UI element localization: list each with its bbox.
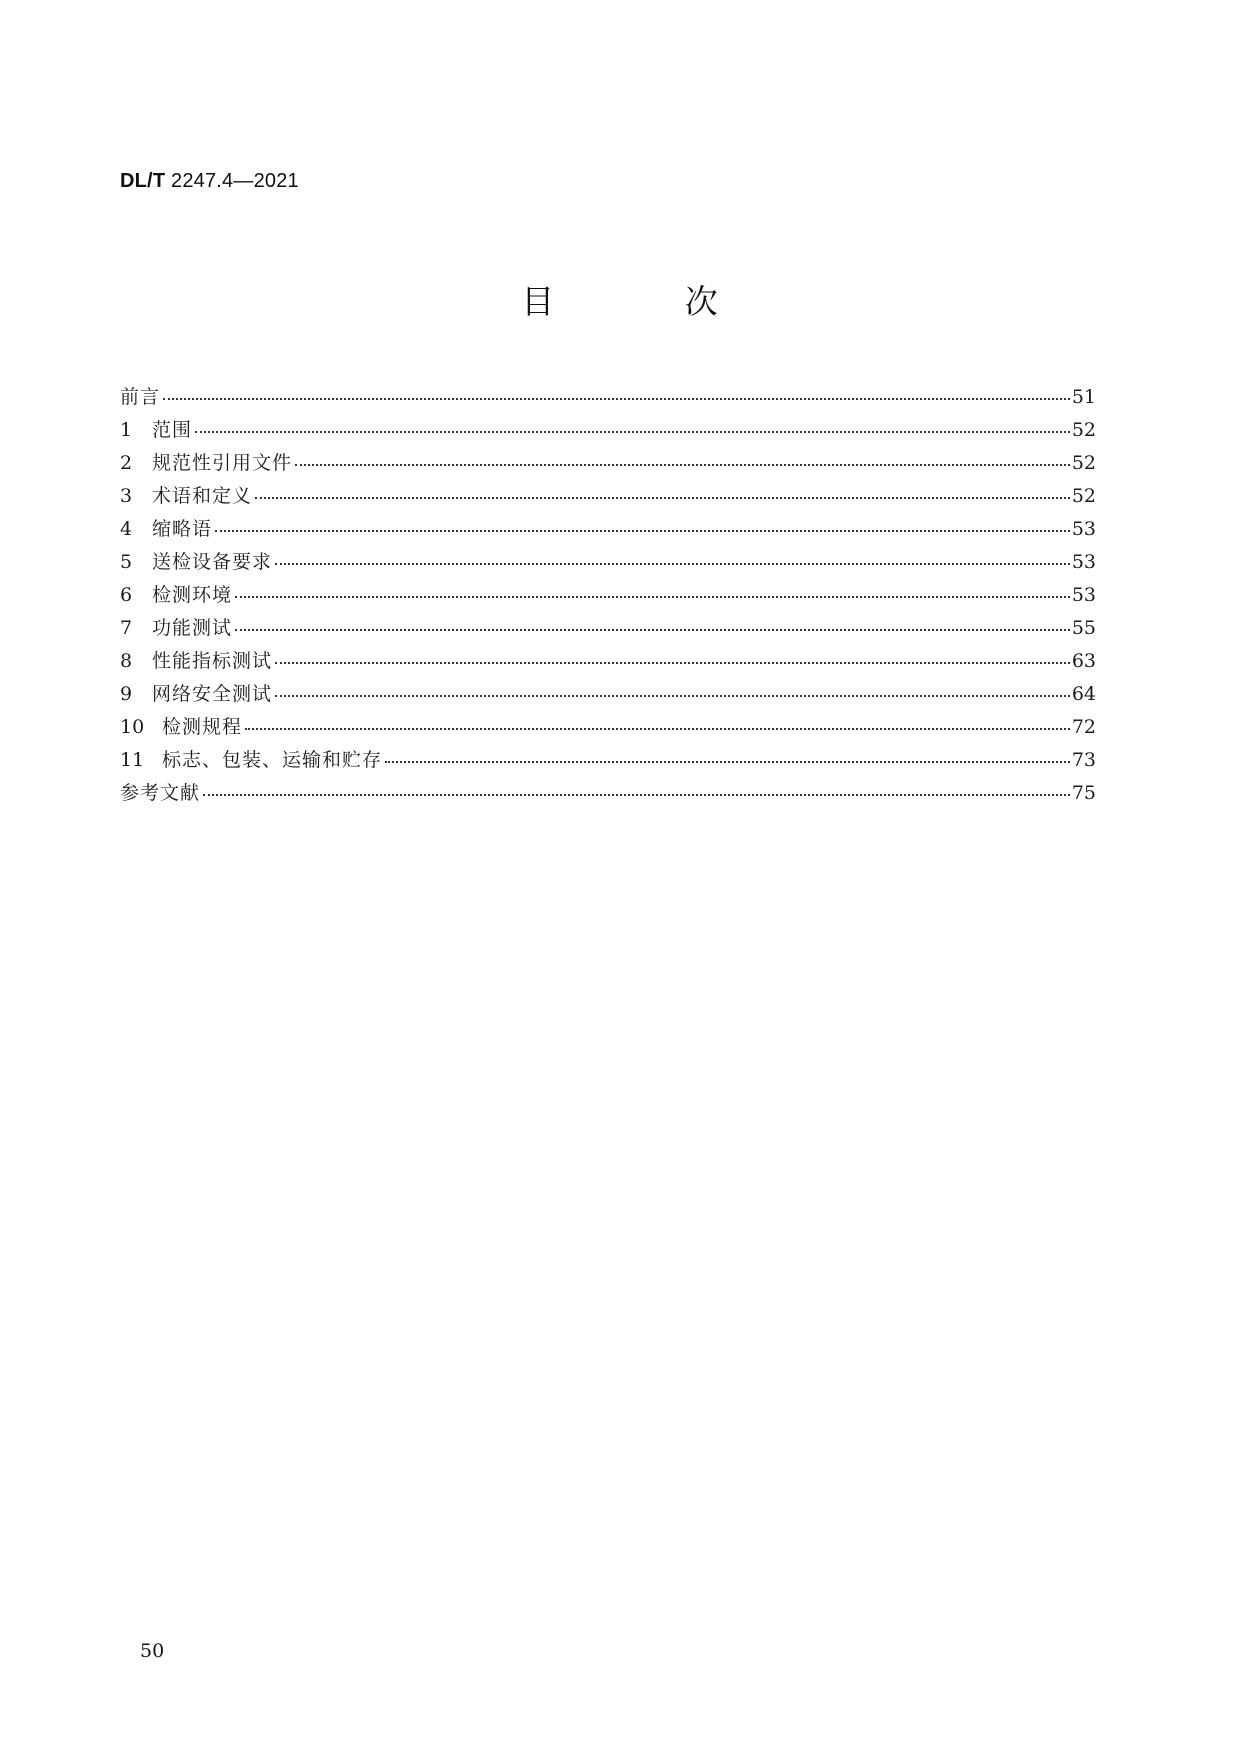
standard-code [120,170,299,193]
standard-prefix: DL/T [120,170,166,192]
toc-leader-dots [245,728,1070,730]
toc-entry-page: 53 [1071,518,1096,540]
toc-entry-number: 1 [120,419,133,441]
toc-entry-number: 2 [120,452,133,474]
toc-entry[interactable] [120,480,1096,513]
toc-entry[interactable] [120,645,1096,678]
toc-title-text: 目 次 [521,282,778,321]
toc-entry-page: 53 [1071,584,1096,606]
toc-entry-label: 检测规程 [162,716,243,738]
toc-leader-dots [203,794,1070,796]
toc-entry-label: 标志、包装、运输和贮存 [162,749,383,771]
toc-entry-page: 64 [1071,683,1096,705]
toc-entry[interactable] [120,678,1096,711]
toc-entry-number: 9 [120,683,133,705]
toc-entry[interactable] [120,513,1096,546]
toc-entry-page: 52 [1071,485,1096,507]
toc-entry[interactable] [120,381,1096,414]
toc-entry-number: 11 [120,749,145,771]
toc-leader-dots [295,464,1070,466]
toc-entry-label: 范围 [152,419,193,441]
toc-leader-dots [235,629,1070,631]
toc-entry[interactable] [120,546,1096,579]
toc-entry-page: 52 [1071,452,1096,474]
toc-entry-label: 送检设备要求 [152,551,273,573]
table-of-contents [120,381,1096,810]
toc-entry-page: 55 [1071,617,1096,639]
toc-entry-label: 参考文献 [120,782,201,804]
toc-entry[interactable] [120,579,1096,612]
toc-entry[interactable] [120,777,1096,810]
toc-entry[interactable] [120,447,1096,480]
toc-entry-label: 前言 [120,386,161,408]
toc-leader-dots [195,431,1070,433]
standard-number: 2247.4—2021 [171,170,299,192]
toc-leader-dots [275,662,1070,664]
page-number: 50 [140,1640,165,1662]
toc-entry-number: 3 [120,485,133,507]
toc-leader-dots [163,398,1070,400]
toc-leader-dots [275,563,1070,565]
toc-entry-page: 51 [1071,386,1096,408]
toc-entry-page: 73 [1071,749,1096,771]
toc-entry[interactable] [120,414,1096,447]
toc-entry[interactable] [120,612,1096,645]
toc-entry-number: 5 [120,551,133,573]
toc-leader-dots [215,530,1070,532]
toc-entry-number: 8 [120,650,133,672]
toc-entry-page: 75 [1071,782,1096,804]
toc-entry-label: 网络安全测试 [152,683,273,705]
toc-leader-dots [385,761,1070,763]
toc-leader-dots [235,596,1070,598]
toc-entry-number: 6 [120,584,133,606]
toc-entry[interactable] [120,711,1096,744]
toc-entry-page: 72 [1071,716,1096,738]
toc-entry-number: 4 [120,518,133,540]
toc-entry-number: 7 [120,617,133,639]
toc-entry-page: 63 [1071,650,1096,672]
toc-entry-label: 功能测试 [152,617,233,639]
toc-entry-page: 52 [1071,419,1096,441]
toc-entry-label: 缩略语 [152,518,213,540]
toc-entry-label: 术语和定义 [152,485,253,507]
toc-entry-label: 检测环境 [152,584,233,606]
toc-title [0,276,1239,323]
toc-entry-page: 53 [1071,551,1096,573]
toc-entry-label: 规范性引用文件 [152,452,293,474]
toc-entry-number: 10 [120,716,145,738]
toc-entry[interactable] [120,744,1096,777]
toc-entry-label: 性能指标测试 [152,650,273,672]
toc-leader-dots [255,497,1070,499]
toc-leader-dots [275,695,1070,697]
